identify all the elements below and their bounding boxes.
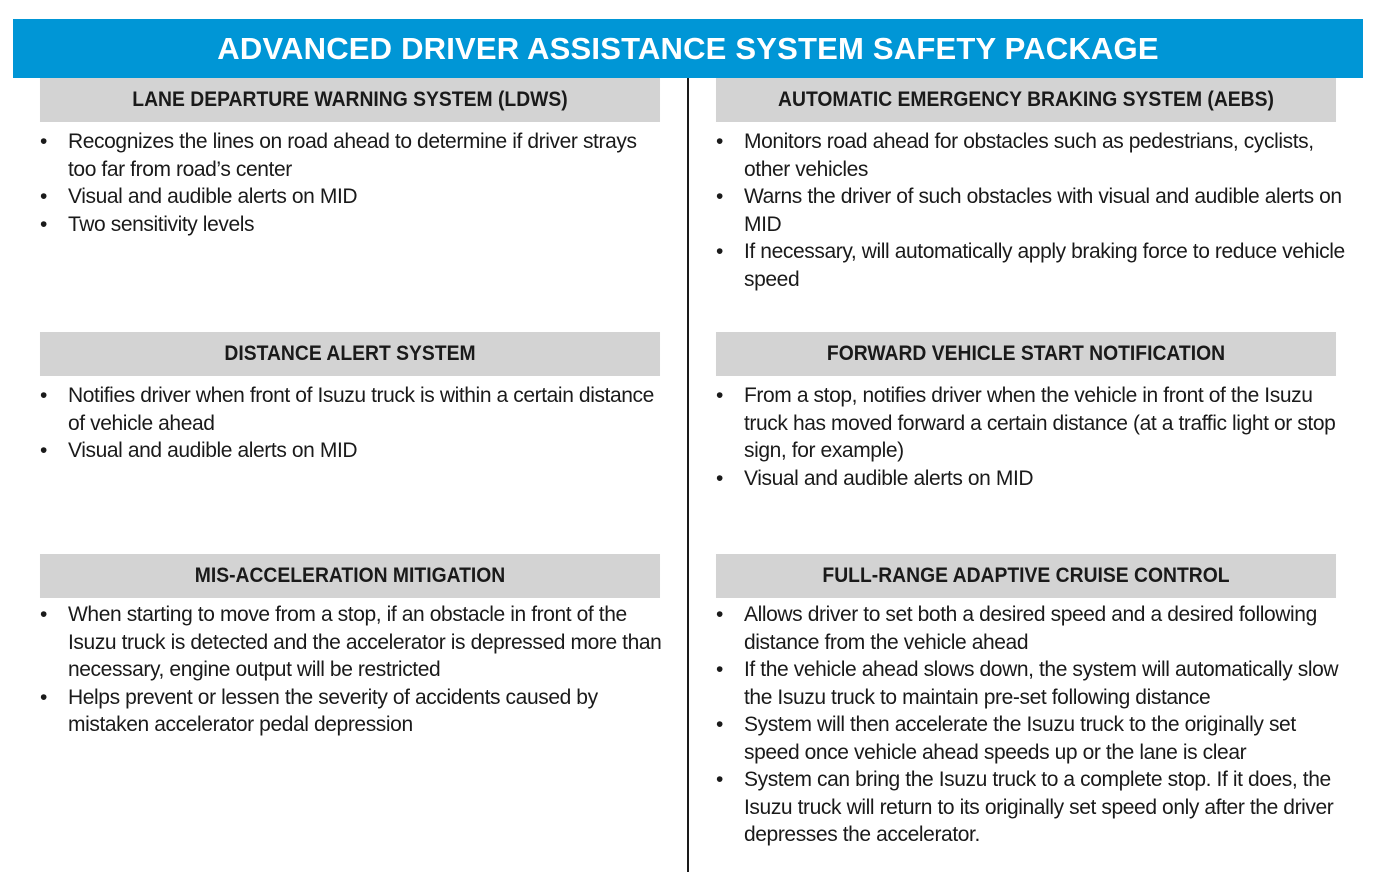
section-header-label: FULL-RANGE ADAPTIVE CRUISE CONTROL: [822, 564, 1230, 587]
list-item: • Recognizes the lines on road ahead to determine if driver strays too far from road’s center: [13, 128, 668, 183]
distance-alert-bullet-list: [13, 382, 668, 465]
section-header-label: AUTOMATIC EMERGENCY BRAKING SYSTEM (AEBS): [778, 88, 1274, 111]
list-item: • If necessary, will automatically apply braking force to reduce vehicle speed: [689, 238, 1349, 293]
section-header-aebs: [716, 78, 1336, 122]
list-item: • Visual and audible alerts on MID: [13, 183, 668, 211]
list-item: • If the vehicle ahead slows down, the system will automatically slow the Isuzu truck to maintain pre-set following distance: [689, 656, 1349, 711]
list-item: • Helps prevent or lessen the severity of accidents caused by mistaken accelerator pedal depression: [13, 684, 668, 739]
page-title: ADVANCED DRIVER ASSISTANCE SYSTEM SAFETY PACKAGE: [13, 19, 1363, 78]
list-item: • Visual and audible alerts on MID: [689, 465, 1349, 493]
section-header-label: MIS-ACCELERATION MITIGATION: [194, 564, 506, 587]
forward-vehicle-start-bullet-list: [689, 382, 1349, 492]
list-item: • Allows driver to set both a desired speed and a desired following distance from the vehicle ahead: [689, 601, 1349, 656]
section-header-distance-alert: [40, 332, 660, 376]
section-header-mis-acceleration: [40, 554, 660, 598]
mis-acceleration-bullet-list: [13, 601, 668, 739]
section-header-label: DISTANCE ALERT SYSTEM: [224, 342, 476, 365]
list-item: • Notifies driver when front of Isuzu truck is within a certain distance of vehicle ahead: [13, 382, 668, 437]
list-item: • System can bring the Isuzu truck to a complete stop. If it does, the Isuzu truck will return to its originally set speed only after the driver depresses the accelerator.: [689, 766, 1349, 849]
list-item: • From a stop, notifies driver when the vehicle in front of the Isuzu truck has moved forward a certain distance (at a traffic light or stop sign, for example): [689, 382, 1349, 465]
section-header-forward-vehicle-start: [716, 332, 1336, 376]
section-header-label: FORWARD VEHICLE START NOTIFICATION: [826, 342, 1226, 365]
aebs-bullet-list: [689, 128, 1349, 293]
section-header-label: LANE DEPARTURE WARNING SYSTEM (LDWS): [132, 88, 568, 111]
list-item: • Two sensitivity levels: [13, 211, 668, 239]
list-item: • System will then accelerate the Isuzu truck to the originally set speed once vehicle ahead speeds up or the lane is clear: [689, 711, 1349, 766]
section-header-adaptive-cruise: [716, 554, 1336, 598]
section-header-ldws: [40, 78, 660, 122]
adaptive-cruise-bullet-list: [689, 601, 1349, 849]
list-item: • Warns the driver of such obstacles with visual and audible alerts on MID: [689, 183, 1349, 238]
list-item: • Visual and audible alerts on MID: [13, 437, 668, 465]
ldws-bullet-list: [13, 128, 668, 238]
list-item: • Monitors road ahead for obstacles such as pedestrians, cyclists, other vehicles: [689, 128, 1349, 183]
list-item: • When starting to move from a stop, if an obstacle in front of the Isuzu truck is detected and the accelerator is depressed more than necessary, engine output will be restricted: [13, 601, 668, 684]
